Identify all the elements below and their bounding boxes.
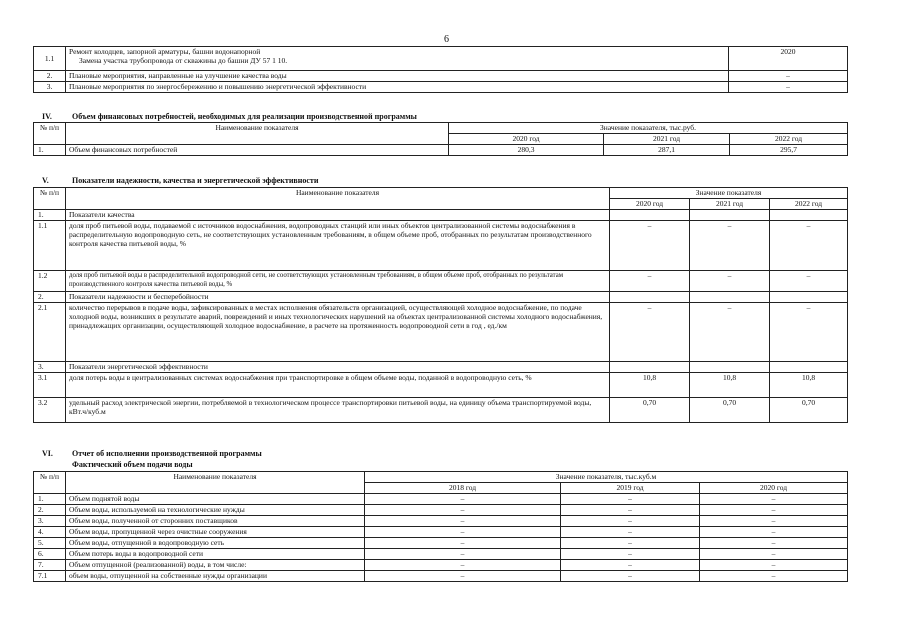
section-number: V. <box>42 176 49 185</box>
row-value: 0,70 <box>770 398 848 423</box>
row-name-line: Замена участка трубопровода от скважины до башни ДУ 57 1 10. <box>79 56 288 65</box>
section-title: Отчет об исполнении производственной программы <box>72 449 262 458</box>
row-name: Объем воды, отпущенной в водопроводную сеть <box>66 538 365 549</box>
row-number: 1.1 <box>34 47 66 71</box>
header-row <box>34 123 848 134</box>
row-number: 3.2 <box>34 398 66 423</box>
col-header-year: 2018 год <box>365 483 561 494</box>
table-row <box>34 560 848 571</box>
section-4-heading <box>42 112 417 121</box>
row-value <box>770 362 848 373</box>
row-number: 3. <box>34 82 66 93</box>
row-value: – <box>365 516 561 527</box>
row-number: 3.1 <box>34 373 66 398</box>
row-value: – <box>561 538 700 549</box>
row-value: – <box>700 538 848 549</box>
row-value: – <box>365 527 561 538</box>
row-name <box>66 47 729 71</box>
row-name: Объем финансовых потребностей <box>66 145 449 156</box>
row-value <box>690 210 770 221</box>
section-6-heading <box>42 449 262 458</box>
section-number: VI. <box>42 449 53 458</box>
col-header-number: № п/п <box>34 188 66 210</box>
row-value: – <box>700 549 848 560</box>
row-name: удельный расход электрической энергии, потребляемой в технологическом процессе транспортировки питьевой воды, на единицу объема транспортируемой воды, кВт.ч/куб.м <box>66 398 610 423</box>
col-header-name: Наименование показателя <box>66 123 449 145</box>
row-number: 2. <box>34 71 66 82</box>
col-header-value: Значение показателя <box>610 188 848 199</box>
row-value: – <box>690 221 770 271</box>
table-row <box>34 145 848 156</box>
row-value: – <box>690 271 770 292</box>
row-value: – <box>700 527 848 538</box>
row-value: – <box>365 538 561 549</box>
row-number: 3. <box>34 516 66 527</box>
section-title: Объем финансовых потребностей, необходимых для реализации производственной программы <box>72 112 417 121</box>
row-value: – <box>561 494 700 505</box>
row-number: 2. <box>34 292 66 303</box>
table-row <box>34 373 848 398</box>
water-supply-table <box>33 471 848 582</box>
row-value: 0,70 <box>610 398 690 423</box>
table-row <box>34 292 848 303</box>
row-value: – <box>770 271 848 292</box>
row-value: – <box>365 505 561 516</box>
row-name: Объем поднятой воды <box>66 494 365 505</box>
table-row <box>34 362 848 373</box>
row-number: 2. <box>34 505 66 516</box>
row-value <box>770 210 848 221</box>
table-row <box>34 505 848 516</box>
table-row <box>34 82 848 93</box>
row-value: – <box>700 571 848 582</box>
row-name: Плановые мероприятия по энергосбережению и повышению энергетической эффективности <box>66 82 729 93</box>
row-value: – <box>700 494 848 505</box>
row-name: Показатели энергетической эффективности <box>66 362 610 373</box>
row-value: – <box>770 303 848 362</box>
row-name: доля проб питьевой воды, подаваемой с источников водоснабжения, водопроводных станций или иных объектов централизованной системы водоснабжения в распределительную водопроводную сеть, не соответствующих установленным требованиям, в общем объеме проб, отобранных по результатам производственного контроля качества питьевой воды, % <box>66 221 610 271</box>
section-5-heading <box>42 176 318 185</box>
row-value: – <box>690 303 770 362</box>
row-number: 1. <box>34 210 66 221</box>
row-value: – <box>700 505 848 516</box>
section-number: IV. <box>42 112 52 121</box>
section-title: Показатели надежности, качества и энергетической эффективности <box>72 176 319 185</box>
col-header-name: Наименование показателя <box>66 188 610 210</box>
row-value <box>610 362 690 373</box>
col-header-year: 2022 год <box>770 199 848 210</box>
row-name: Объем воды, используемой на технологические нужды <box>66 505 365 516</box>
row-name: доля проб питьевой воды в распределительной водопроводной сети, не соответствующих установленным требованиям, в общем объеме проб, отобранных по результатам производственного контроля качества питьевой воды, % <box>66 271 610 292</box>
row-value <box>690 292 770 303</box>
table-row <box>34 538 848 549</box>
row-number: 7.1 <box>34 571 66 582</box>
row-name: Плановые мероприятия, направленные на улучшение качества воды <box>66 71 729 82</box>
row-value: 10,8 <box>770 373 848 398</box>
col-header-year: 2020 год <box>449 134 604 145</box>
row-value: – <box>700 560 848 571</box>
row-value: 0,70 <box>690 398 770 423</box>
row-value: – <box>365 560 561 571</box>
row-number: 1. <box>34 145 66 156</box>
row-name: Объем отпущенной (реализованной) воды, в том числе: <box>66 560 365 571</box>
col-header-year: 2021 год <box>690 199 770 210</box>
row-name: Объем воды, полученной от сторонних поставщиков <box>66 516 365 527</box>
table-row <box>34 210 848 221</box>
table-row <box>34 494 848 505</box>
row-number: 7. <box>34 560 66 571</box>
financial-table <box>33 122 848 156</box>
row-value: – <box>561 560 700 571</box>
row-value: – <box>365 549 561 560</box>
row-number: 5. <box>34 538 66 549</box>
row-name: Показатели надежности и бесперебойности <box>66 292 610 303</box>
row-value: – <box>561 549 700 560</box>
col-header-year: 2019 год <box>561 483 700 494</box>
row-value: – <box>561 516 700 527</box>
table-row <box>34 527 848 538</box>
row-name: Показатели качества <box>66 210 610 221</box>
row-value: 295,7 <box>730 145 848 156</box>
col-header-year: 2020 год <box>700 483 848 494</box>
row-value <box>770 292 848 303</box>
row-value: – <box>729 82 848 93</box>
col-header-number: № п/п <box>34 472 66 494</box>
row-name: объем воды, отпущенной на собственные нужды организации <box>66 571 365 582</box>
col-header-year: 2020 год <box>610 199 690 210</box>
row-value: – <box>561 571 700 582</box>
table-row <box>34 47 848 71</box>
table-row <box>34 303 848 362</box>
table-row <box>34 71 848 82</box>
header-row <box>34 188 848 199</box>
col-header-number: № п/п <box>34 123 66 145</box>
row-value: 10,8 <box>690 373 770 398</box>
row-name: Объем воды, пропущенной через очистные сооружения <box>66 527 365 538</box>
row-value: – <box>610 303 690 362</box>
row-value: – <box>561 505 700 516</box>
row-value: 2020 <box>729 47 848 71</box>
row-value: – <box>729 71 848 82</box>
row-number: 1.2 <box>34 271 66 292</box>
row-value: 10,8 <box>610 373 690 398</box>
row-value <box>610 292 690 303</box>
page-number: 6 <box>444 34 449 45</box>
row-number: 1. <box>34 494 66 505</box>
col-header-year: 2021 год <box>604 134 730 145</box>
row-value: – <box>770 221 848 271</box>
row-name: Объем потерь воды в водопроводной сети <box>66 549 365 560</box>
table-row <box>34 549 848 560</box>
section-6-subtitle: Фактический объем подачи воды <box>72 460 193 469</box>
row-number: 6. <box>34 549 66 560</box>
header-row <box>34 472 848 483</box>
col-header-year: 2022 год <box>730 134 848 145</box>
row-value: – <box>610 271 690 292</box>
row-value: – <box>561 527 700 538</box>
col-header-value: Значение показателя, тыс.куб.м <box>365 472 848 483</box>
row-number: 2.1 <box>34 303 66 362</box>
col-header-name: Наименование показателя <box>66 472 365 494</box>
indicators-table <box>33 187 848 423</box>
row-name: доля потерь воды в централизованных системах водоснабжения при транспортировке в общем объеме воды, поданной в водопроводную сеть, % <box>66 373 610 398</box>
row-name-line: Ремонт колодцев, запорной арматуры, башни водонапорной <box>69 47 261 56</box>
table-row <box>34 571 848 582</box>
table-row <box>34 398 848 423</box>
row-value: – <box>610 221 690 271</box>
row-name: количество перерывов в подаче воды, зафиксированных в местах исполнения обязательств организацией, осуществляющей холодное водоснабжение, по подаче холодной воды, возникших в результате аварий, повреждений и иных технологических нарушений на объектах централизованной системы холодного водоснабжения, принадлежащих организации, осуществляющей холодное водоснабжение, в расчете на протяженность водопроводной сети в год , ед./км <box>66 303 610 362</box>
row-number: 4. <box>34 527 66 538</box>
table-row <box>34 221 848 271</box>
row-value <box>610 210 690 221</box>
row-value: – <box>700 516 848 527</box>
row-value <box>690 362 770 373</box>
table-row <box>34 271 848 292</box>
col-header-value: Значение показателя, тыс.руб. <box>449 123 848 134</box>
table-row <box>34 516 848 527</box>
measures-table <box>33 46 848 93</box>
row-number: 3. <box>34 362 66 373</box>
row-value: 287,1 <box>604 145 730 156</box>
row-number: 1.1 <box>34 221 66 271</box>
row-value: – <box>365 494 561 505</box>
row-value: 280,3 <box>449 145 604 156</box>
row-value: – <box>365 571 561 582</box>
